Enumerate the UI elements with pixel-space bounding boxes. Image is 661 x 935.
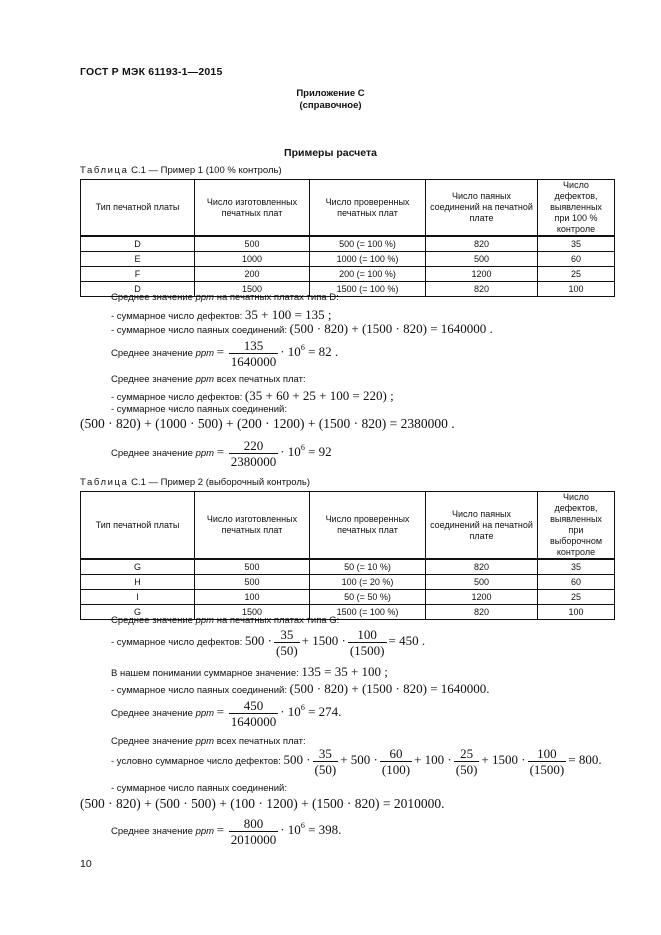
table1-caption-text: С.1 — Пример 1 (100 % контроль) [128, 165, 282, 176]
table-cell: 25 [538, 267, 615, 282]
text: - суммарное число паяных соединений: [111, 325, 287, 336]
ppm-label: ppm [195, 348, 215, 360]
ex2-line9: (500 · 820) + (500 · 500) + (100 · 1200) + (1500 · 820) = 2010000. [80, 796, 445, 811]
table-cell: 50 (= 50 %) [310, 590, 426, 605]
term: 500 · [283, 752, 311, 768]
fraction [528, 746, 567, 777]
ex1-formula-ppm-all [111, 438, 332, 469]
term: 500 · [244, 633, 272, 649]
exponent: 6 [300, 443, 305, 453]
numerator: 35 [274, 627, 300, 643]
ex2-formula-ppm [111, 698, 341, 729]
ex2-formula-ppm-all [111, 816, 341, 847]
table-cell: 200 (= 100 %) [310, 267, 426, 282]
term: + 100 · [414, 752, 452, 768]
table-cell: F [81, 267, 195, 282]
ex2-line1 [111, 615, 339, 626]
text: - суммарное число дефектов: [111, 392, 243, 403]
text: на печатных платах типа G: [216, 615, 340, 626]
numerator: 450 [229, 698, 279, 714]
table-cell: 1500 (= 100 %) [310, 282, 426, 297]
denominator: 2380000 [230, 454, 277, 469]
formula: (35 + 60 + 25 + 100 = 220) ; [244, 388, 394, 403]
ex1-line7: - суммарное число паяных соединений: [111, 404, 287, 415]
ex1-line1 [111, 292, 339, 303]
text: Среднее значение [111, 374, 193, 385]
denominator: 1640000 [230, 714, 277, 729]
section-title: Примеры расчета [284, 147, 377, 159]
table2-caption-text: С.1 — Пример 2 (выборочный контроль) [128, 477, 310, 488]
table-row [81, 252, 615, 267]
numerator: 100 [348, 627, 387, 643]
text: Среднее значение [111, 736, 193, 747]
numerator: 100 [528, 746, 567, 762]
table-row [81, 236, 615, 252]
term: + 500 · [340, 752, 378, 768]
fraction [348, 627, 387, 658]
table-cell: 1200 [426, 267, 538, 282]
table2-header: Число проверенных печатных плат [310, 492, 426, 560]
table-row [81, 575, 615, 590]
table-cell: 820 [426, 559, 538, 575]
ex2-line7 [111, 746, 602, 777]
text: - суммарное число дефектов: [111, 311, 243, 322]
table-cell: 50 (= 10 %) [310, 559, 426, 575]
table-cell: 1500 [195, 605, 310, 620]
table-row [81, 590, 615, 605]
result: = 82 . [308, 344, 339, 360]
table-cell: 500 [195, 575, 310, 590]
fraction [380, 746, 412, 777]
text: всех печатных плат: [216, 374, 306, 385]
table-cell: G [81, 605, 195, 620]
table2-header-row [81, 492, 615, 560]
exponent: 6 [300, 703, 305, 713]
numerator: 25 [454, 746, 480, 762]
table-cell: D [81, 282, 195, 297]
table-cell: 1000 (= 100 %) [310, 252, 426, 267]
fraction [313, 746, 339, 777]
table-cell: 100 (= 20 %) [310, 575, 426, 590]
multiplier: · 10 [280, 444, 301, 460]
formula: 135 = 35 + 100 ; [301, 664, 388, 679]
numerator: 60 [380, 746, 412, 762]
fraction [274, 627, 300, 658]
table-cell: G [81, 559, 195, 575]
denominator: 1640000 [230, 354, 277, 369]
page-number: 10 [80, 858, 92, 870]
text: Среднее значение [111, 615, 193, 626]
term: + 1500 · [481, 752, 526, 768]
table-cell: I [81, 590, 195, 605]
text: Среднее значение [111, 348, 193, 360]
table1-header: Число проверенных печатных плат [310, 180, 426, 237]
table-cell: 820 [426, 282, 538, 297]
result: = 450 . [388, 633, 426, 649]
table2-header: Число дефектов, выявленных при выборочном контроле [538, 492, 615, 560]
equals: = [216, 444, 225, 460]
table1-header: Число паяных соединений на печатной плате [426, 180, 538, 237]
ppm-label: ppm [195, 736, 215, 747]
result: = 274. [308, 704, 342, 720]
text: на печатных платах типа D: [216, 292, 339, 303]
table2-header: Число паяных соединений на печатной плате [426, 492, 538, 560]
table-cell: 1000 [195, 252, 310, 267]
table-cell: 25 [538, 590, 615, 605]
ppm-label: ppm [195, 826, 215, 838]
ex1-line8: (500 · 820) + (1000 · 500) + (200 · 1200) + (1500 · 820) = 2380000 . [80, 416, 455, 431]
exponent: 6 [300, 821, 305, 831]
equals: = [216, 822, 225, 838]
table-cell: H [81, 575, 195, 590]
table-cell: 100 [195, 590, 310, 605]
table2-caption [80, 477, 310, 488]
table-cell: 1500 (= 100 %) [310, 605, 426, 620]
table-cell: 60 [538, 575, 615, 590]
term: + 1500 · [301, 633, 346, 649]
text: Среднее значение [111, 826, 193, 838]
table-cell: D [81, 236, 195, 252]
text: - суммарное число паяных соединений: [111, 685, 287, 696]
numerator: 135 [229, 338, 279, 354]
denominator: 2010000 [230, 832, 277, 847]
ex1-line5 [111, 374, 306, 385]
equals: = [216, 704, 225, 720]
text: Среднее значение [111, 708, 193, 720]
fraction [229, 338, 279, 369]
appendix-subtitle: (справочное) [299, 100, 362, 111]
table-cell: 820 [426, 605, 538, 620]
table1-header: Число дефектов, выявленных при 100 % контроле [538, 180, 615, 237]
ex2-line8: - суммарное число паяных соединений: [111, 783, 287, 794]
denominator: (50) [276, 643, 298, 658]
table2 [80, 491, 615, 620]
table1 [80, 179, 615, 297]
numerator: 35 [313, 746, 339, 762]
ppm-label: ppm [195, 708, 215, 720]
table-cell: 500 [426, 252, 538, 267]
fraction [454, 746, 480, 777]
multiplier: · 10 [280, 704, 301, 720]
text: всех печатных плат: [216, 736, 306, 747]
formula: 35 + 100 = 135 ; [244, 307, 332, 322]
text: - условно суммарное число дефектов: [111, 756, 281, 768]
table-cell: 100 [538, 282, 615, 297]
formula: (500 · 820) + (1500 · 820) = 1640000. [289, 681, 490, 696]
fraction [229, 698, 279, 729]
ex1-line6 [111, 388, 394, 404]
table1-header-row [81, 180, 615, 237]
denominator: (1500) [529, 762, 565, 777]
text: В нашем понимании суммарное значение: [111, 668, 299, 679]
exponent: 6 [300, 343, 305, 353]
denominator: (100) [381, 762, 411, 777]
denominator: (1500) [349, 643, 385, 658]
table1-caption [80, 165, 282, 176]
table-cell: 500 (= 100 %) [310, 236, 426, 252]
table-cell: 35 [538, 559, 615, 575]
table-cell: 500 [426, 575, 538, 590]
ex1-formula-ppm [111, 338, 338, 369]
multiplier: · 10 [280, 822, 301, 838]
equals: = [216, 344, 225, 360]
table-cell: E [81, 252, 195, 267]
text: - суммарное число дефектов: [111, 637, 243, 649]
ppm-label: ppm [195, 448, 215, 460]
denominator: (50) [455, 762, 478, 777]
ex2-line3 [111, 664, 388, 680]
multiplier: · 10 [280, 344, 301, 360]
ex1-line3 [111, 321, 493, 337]
numerator: 220 [229, 438, 279, 454]
result: = 800. [568, 752, 602, 768]
table-cell: 500 [195, 236, 310, 252]
appendix-title: Приложение С [296, 88, 365, 99]
fraction [229, 816, 279, 847]
table-cell: 820 [426, 236, 538, 252]
table-cell: 35 [538, 236, 615, 252]
table-cell: 500 [195, 559, 310, 575]
formula: (500 · 820) + (1500 · 820) = 1640000 . [289, 321, 493, 336]
table-cell: 1200 [426, 590, 538, 605]
table1-header: Тип печатной платы [81, 180, 195, 237]
table-cell: 200 [195, 267, 310, 282]
document-id: ГОСТ Р МЭК 61193-1—2015 [80, 66, 223, 78]
ppm-label: ppm [195, 615, 215, 626]
table-cell: 1500 [195, 282, 310, 297]
text: Среднее значение [111, 292, 193, 303]
fraction [229, 438, 279, 469]
result: = 92 [308, 444, 332, 460]
denominator: (50) [314, 762, 337, 777]
table-row [81, 559, 615, 575]
ex2-line2 [111, 627, 425, 658]
table1-caption-prefix: Таблица [80, 165, 129, 176]
table-row [81, 267, 615, 282]
table2-header: Тип печатной платы [81, 492, 195, 560]
ex2-line4 [111, 681, 490, 697]
text: Среднее значение [111, 448, 193, 460]
table1-header: Число изготовленных печатных плат [195, 180, 310, 237]
numerator: 800 [229, 816, 279, 832]
result: = 398. [308, 822, 342, 838]
table-cell: 100 [538, 605, 615, 620]
table-cell: 60 [538, 252, 615, 267]
table2-caption-prefix: Таблица [80, 477, 129, 488]
ppm-label: ppm [195, 374, 215, 385]
ppm-label: ppm [195, 292, 215, 303]
table2-header: Число изготовленных печатных плат [195, 492, 310, 560]
